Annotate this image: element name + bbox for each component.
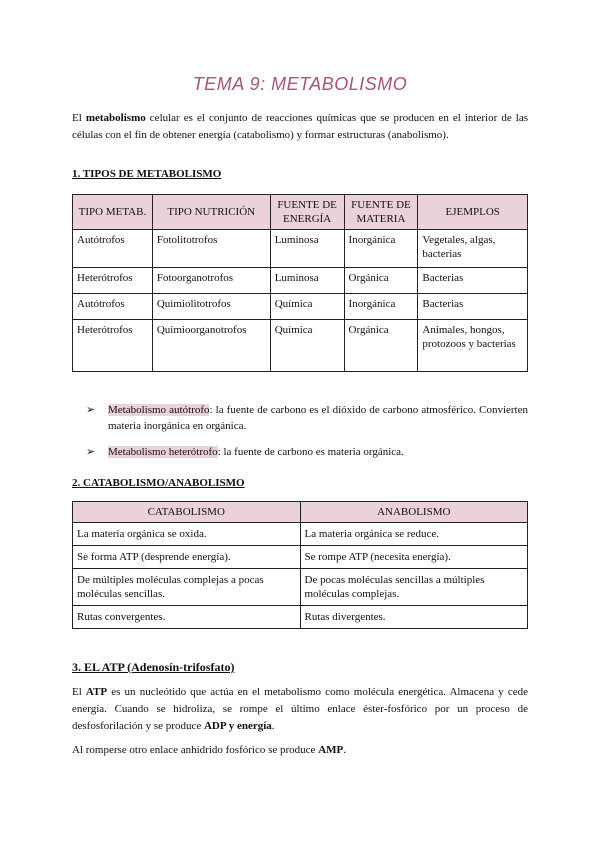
table-cell: Fotoorganotrofos — [152, 268, 270, 294]
table-cell: Luminosa — [270, 268, 344, 294]
table-cell: Quimioorganotrofos — [152, 320, 270, 372]
amp-bold: AMP — [318, 744, 344, 756]
table-cell: Rutas convergentes. — [73, 606, 301, 629]
table-cell: Bacterias — [418, 268, 528, 294]
table-cell: Inorgánica — [344, 230, 418, 268]
table-cell: Bacterias — [418, 294, 528, 320]
atp-text: . — [271, 720, 275, 732]
list-item — [86, 402, 528, 434]
header-cell: ANABOLISMO — [300, 502, 528, 523]
bullet-term: Metabolismo heterótrofo — [108, 446, 218, 458]
amp-text: Al romperse otro enlace anhídrido fosfórico se produce — [72, 744, 319, 756]
arrow-bullet-icon: ➢ — [86, 404, 96, 416]
table-header-row — [73, 502, 528, 523]
table-cell: Autótrofos — [73, 230, 153, 268]
amp-paragraph — [72, 742, 528, 759]
table-cell: Orgánica — [344, 320, 418, 372]
header-cell: EJEMPLOS — [418, 195, 528, 230]
header-cell: FUENTE DE MATERIA — [344, 195, 418, 230]
table-cell: De múltiples moléculas complejas a pocas moléculas sencillas. — [73, 569, 301, 606]
page-title: TEMA 9: METABOLISMO — [192, 74, 408, 94]
section-2-heading: 2. CATABOLISMO/ANABOLISMO — [72, 477, 245, 489]
section-1-heading: 1. TIPOS DE METABOLISMO — [72, 168, 222, 180]
table-row — [73, 320, 528, 372]
table-row — [73, 546, 528, 569]
table-row — [73, 606, 528, 629]
table-cell: Rutas divergentes. — [300, 606, 528, 629]
table-cell: Orgánica — [344, 268, 418, 294]
metabolism-bullets — [86, 402, 528, 470]
table-cell: Química — [270, 320, 344, 372]
table-cell: Animales, hongos, protozoos y bacterias — [418, 320, 528, 372]
table-cell: Luminosa — [270, 230, 344, 268]
table-cell: La materia orgánica se oxida. — [73, 523, 301, 546]
table-header-row — [73, 195, 528, 230]
table-cell: De pocas moléculas sencillas a múltiples moléculas complejas. — [300, 569, 528, 606]
table-cell: Inorgánica — [344, 294, 418, 320]
table-cell: Vegetales, algas, bacterias — [418, 230, 528, 268]
bullet-term: Metabolismo autótrofo — [108, 404, 210, 416]
atp-text: El — [72, 686, 86, 698]
header-cell: TIPO METAB. — [73, 195, 153, 230]
table-cell: Heterótrofos — [73, 268, 153, 294]
table-row — [73, 294, 528, 320]
atp-paragraph — [72, 684, 528, 735]
intro-pre: El — [72, 112, 86, 124]
metabolism-types-table — [72, 194, 528, 372]
table-cell: Se forma ATP (desprende energía). — [73, 546, 301, 569]
atp-bold: ATP — [85, 686, 108, 698]
table-cell: Heterótrofos — [73, 320, 153, 372]
table-row — [73, 268, 528, 294]
table-cell: La materia orgánica se reduce. — [300, 523, 528, 546]
intro-bold: metabolismo — [85, 112, 146, 124]
catabolism-anabolism-table — [72, 501, 528, 629]
bullet-text: : la fuente de carbono es materia orgánica. — [217, 446, 404, 458]
section-3-heading: 3. EL ATP (Adenosín-trifosfato) — [72, 660, 235, 674]
table-cell: Química — [270, 294, 344, 320]
atp-text: es un nucleótido que actúa en el metabolismo como molécula energética. Almacena y cede energía. Cuando se hidroliza, se rompe el último enlace éster-fosfórico por un proceso de desfosforilación y se produce — [72, 686, 528, 732]
atp-bold: ADP y energía — [203, 720, 272, 732]
table-row — [73, 523, 528, 546]
table-cell: Fotolitotrofos — [152, 230, 270, 268]
table-cell: Se rompe ATP (necesita energía). — [300, 546, 528, 569]
table-row — [73, 569, 528, 606]
table-row — [73, 230, 528, 268]
header-cell: FUENTE DE ENERGÍA — [270, 195, 344, 230]
list-item — [86, 444, 528, 460]
arrow-bullet-icon: ➢ — [86, 446, 96, 458]
table-cell: Autótrofos — [73, 294, 153, 320]
header-cell: TIPO NUTRICIÓN — [152, 195, 270, 230]
bullet-text: : la fuente de carbono es el dióxido de carbono atmosférico. Convierten materia inorgánica en orgánica. — [108, 404, 528, 432]
header-cell: CATABOLISMO — [73, 502, 301, 523]
table-cell: Quimiolitotrofos — [152, 294, 270, 320]
intro-paragraph — [72, 110, 528, 144]
amp-text: . — [343, 744, 346, 756]
intro-post: celular es el conjunto de reacciones químicas que se producen en el interior de las células con el fin de obtener energía (catabolismo) y formar estructuras (anabolismo). — [72, 112, 528, 141]
